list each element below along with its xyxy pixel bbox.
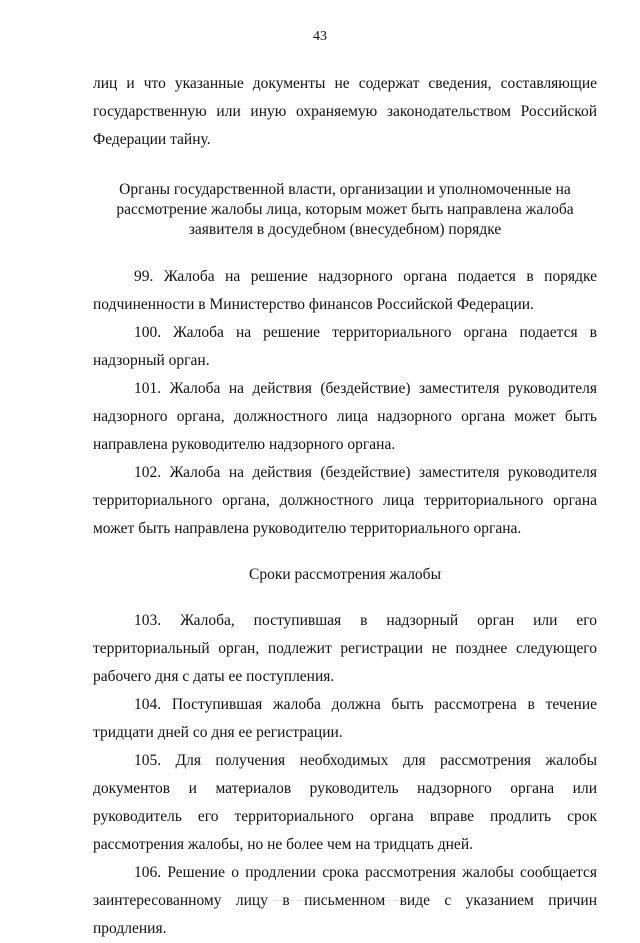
intro-paragraph: лиц и что указанные документы не содержат сведения, составляющие государственную или иную охраняемую законодательством Российской Федерации тайну. [93,75,597,148]
scan-artifact [245,896,405,901]
paragraph-100: 100. Жалоба на решение территориального органа подается в надзорный орган. [93,324,597,369]
section-heading-appeal-bodies: Органы государственной власти, организации и уполномоченные на рассмотрение жалобы лица, которым может быть направлена жалоба заявителя в досудебном (внесудебном) порядке [116,181,574,238]
paragraph-106: 106. Решение о продлении срока рассмотрения жалобы сообщается заинтересованному лицу в письменном виде с указанием причин продления. [93,864,597,937]
paragraph-101: 101. Жалоба на действия (бездействие) заместителя руководителя надзорного органа, должностного лица надзорного органа может быть направлена руководителю надзорного органа. [93,380,597,453]
paragraph-102: 102. Жалоба на действия (бездействие) заместителя руководителя территориального органа, должностного лица территориального органа может быть направлена руководителю территориального органа. [93,464,597,537]
paragraph-103: 103. Жалоба, поступившая в надзорный орган или его территориальный орган, подлежит регистрации не позднее следующего рабочего дня с даты ее поступления. [93,612,597,685]
section-heading-review-terms: Сроки рассмотрения жалобы [249,566,441,583]
paragraph-105: 105. Для получения необходимых для рассмотрения жалобы документов и материалов руководитель надзорного органа или руководитель его территориального органа вправе продлить срок рассмотрения жалобы, но не более чем на тридцать дней. [93,752,597,853]
document-body [93,70,597,943]
page-number: 43 [313,29,327,44]
paragraph-99: 99. Жалоба на решение надзорного органа подается в порядке подчиненности в Министерство финансов Российской Федерации. [93,268,597,313]
paragraph-104: 104. Поступившая жалоба должна быть рассмотрена в течение тридцати дней со дня ее регистрации. [93,696,597,741]
